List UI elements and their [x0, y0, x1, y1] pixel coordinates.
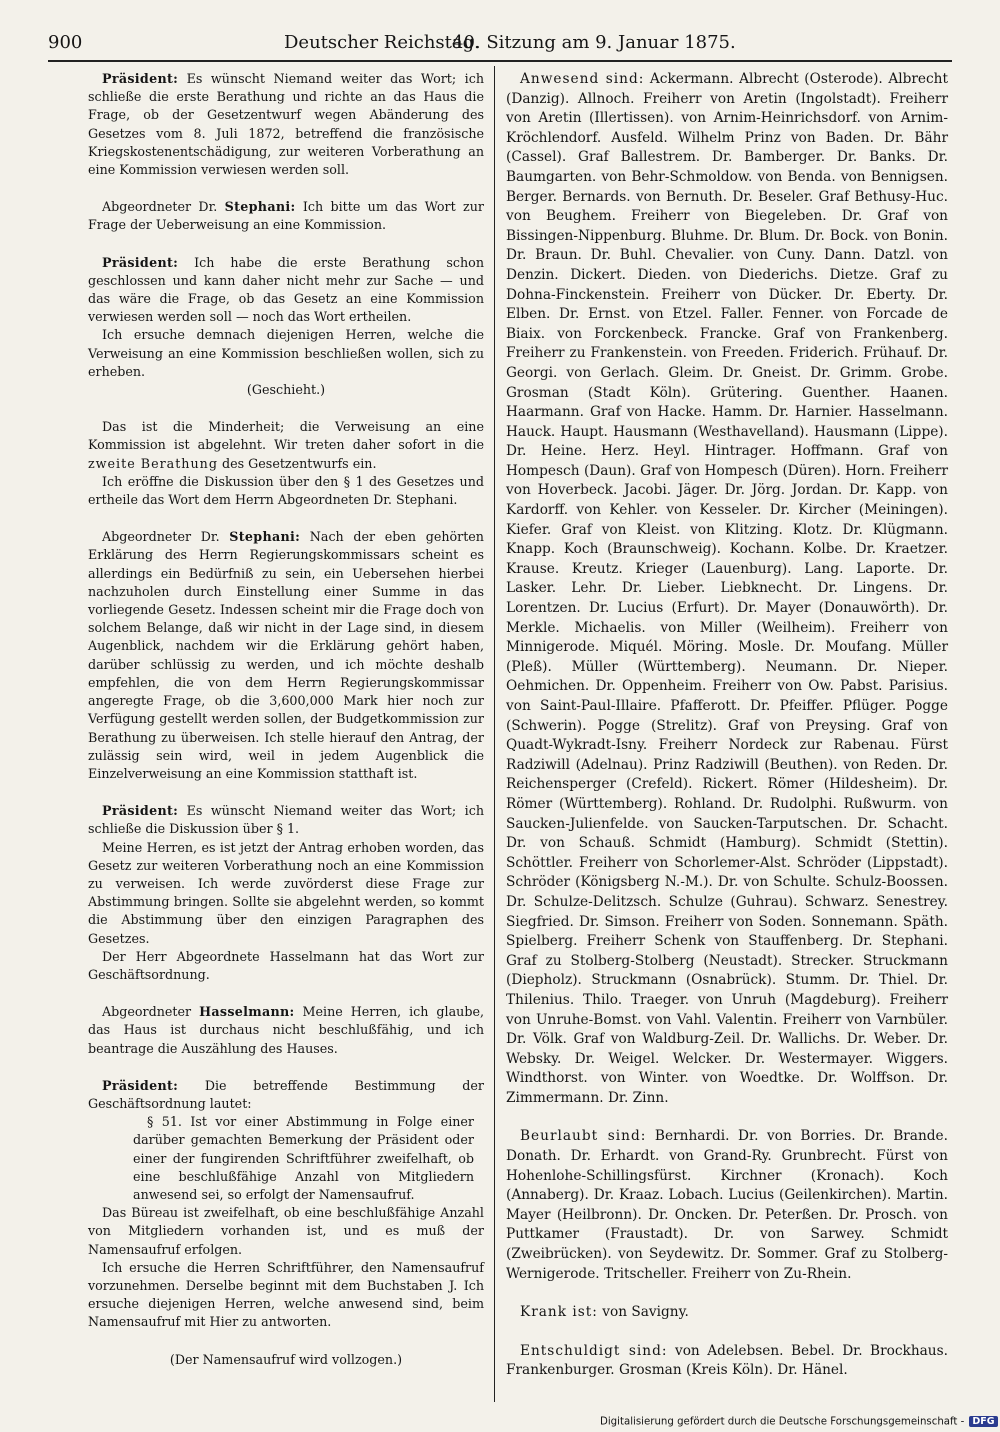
paragraph: Präsident: Ich habe die erste Berathung schon geschlossen und kann daher nicht mehr zur Sache — und das wäre die Frage, ob das Gesetz an eine Kommission verwiesen werden soll — noch das Wort ertheilen.	[88, 254, 484, 325]
right-column	[506, 70, 948, 1381]
paragraph: Das ist die Minderheit; die Verweisung an eine Kommission ist abgelehnt. Wir treten daher sofort in die zweite Berathung des Gesetzentwurfs ein.	[88, 419, 484, 471]
leave-list: Beurlaubt sind: Bernhardi. Dr. von Borries. Dr. Brande. Donath. Dr. Erhardt. von Grand-Ry. Grunbrecht. Fürst von Hohenlohe-Schillingsfürst. Kirchner (Kronach). Koch (Annaberg). Dr. Kraaz. Lobach. Lucius (Geilenkirchen). Martin. Mayer (Heilbronn). Dr. Oncken. Dr. Peterßen. Dr. Prosch. von Puttkamer (Fraustadt). Dr. von Sarwey. Schmidt (Zweibrücken). von Seydewitz. Dr. Sommer. Graf zu Stolberg-Wernigerode. Tritscheller. Freiherr von Zu-Rhein.	[506, 1128, 948, 1282]
paragraph: Ich eröffne die Diskussion über den § 1 des Gesetzes und ertheile das Wort dem Herrn Abgeordneten Dr. Stephani.	[88, 473, 484, 508]
excused-list: Entschuldigt sind: von Adelebsen. Bebel. Dr. Brockhaus. Frankenburger. Grosman (Kreis Köln). Dr. Hänel.	[506, 1342, 948, 1379]
stage-direction: (Geschieht.)	[246, 382, 326, 398]
attendance-list: Anwesend sind: Ackermann. Albrecht (Osterode). Albrecht (Danzig). Allnoch. Freiherr von Aretin (Ingolstadt). Freiherr von Aretin (Illertissen). von Arnim-Heinrichsdorf. von Arnim-Kröchlendorf. Ausfeld. Wilhelm Prinz von Baden. Dr. Bähr (Cassel). Graf Ballestrem. Dr. Bamberger. Dr. Banks. Dr. Baumgarten. von Behr-Schmoldow. von Benda. von Bennigsen. Berger. Bernards. von Bernuth. Dr. Beseler. Graf Bethusy-Huc. von Beughem. Freiherr von Biegeleben. Dr. Graf von Bissingen-Nippenburg. Bluhme. Dr. Blum. Dr. Bock. von Bonin. Dr. Braun. Dr. Buhl. Chevalier. von Cuny. Dann. Datzl. von Denzin. Dickert. Dieden. von Diederichs. Dietze. Graf zu Dohna-Finckenstein. Freiherr von Dücker. Dr. Eberty. Dr. Elben. Dr. Ernst. von Etzel. Faller. Fenner. von Forcade de Biaix. von Forckenbeck. Francke. Graf von Frankenberg. Freiherr zu Frankenstein. von Freeden. Friderich. Frühauf. Dr. Georgi. von Gerlach. Gleim. Dr. Gneist. Dr. Grimm. Grobe. Grosman (Stadt Köln). Grütering. Guenther. Haanen. Haarmann. Graf von Hacke. Hamm. Dr. Harnier. Hasselmann. Hauck. Haupt. Hausmann (Westhavelland). Hausmann (Lippe). Dr. Heine. Herz. Heyl. Hintrager. Hoffmann. Graf von Hompesch (Daun). Graf von Hompesch (Düren). Horn. Freiherr von Hoverbeck. Jacobi. Jäger. Dr. Jörg. Jordan. Dr. Kapp. von Kardorff. von Kehler. von Kesseler. Dr. Kircher (Meiningen). Kiefer. Graf von Kleist. von Klitzing. Klotz. Dr. Klügmann. Knapp. Koch (Braunschweig). Kochann. Kolbe. Dr. Kraetzer. Krause. Kreutz. Krieger (Lauenburg). Lang. Laporte. Dr. Lasker. Lehr. Dr. Lieber. Liebknecht. Dr. Lingens. Dr. Lorentzen. Dr. Lucius (Erfurt). Dr. Mayer (Donauwörth). Dr. Merkle. Michaelis. von Miller (Weilheim). Freiherr von Minnigerode. Miquél. Möring. Mosle. Dr. Moufang. Müller (Pleß). Müller (Württemberg). Neumann. Dr. Nieper. Oehmichen. Dr. Oppenheim. Freiherr von Ow. Pabst. Parisius. von Saint-Paul-Illaire. Pfafferott. Dr. Pfeiffer. Pflüger. Pogge (Schwerin). Pogge (Strelitz). Graf von Preysing. Graf von Quadt-Wykradt-Isny. Freiherr Nordeck zur Rabenau. Fürst Radziwill (Adelnau). Prinz Radziwill (Beuthen). von Reden. Dr. Reichensperger (Crefeld). Rickert. Römer (Hildesheim). Dr. Römer (Württemberg). Rohland. Dr. Rudolphi. Rußwurm. von Saucken-Julienfelde. von Saucken-Tarputschen. Dr. Schacht. Dr. von Schauß. Schmidt (Hamburg). Schmidt (Stettin). Schöttler. Freiherr von Schorlemer-Alst. Schröder (Lippstadt). Schröder (Königsberg N.-M.). Dr. von Schulte. Schulz-Boossen. Dr. Schulze-Delitzsch. Schulze (Guhrau). Schwarz. Senestrey. Siegfried. Dr. Simson. Freiherr von Soden. Sonnemann. Späth. Spielberg. Freiherr Schenk von Stauffenberg. Dr. Stephani. Graf zu Stolberg-Stolberg (Neustadt). Strecker. Struckmann (Diepholz). Struckmann (Osnabrück). Stumm. Dr. Thiel. Dr. Thilenius. Thilo. Traeger. von Unruh (Magdeburg). Freiherr von Unruhe-Bomst. von Vahl. Valentin. Freiherr von Varnbüler. Dr. Völk. Graf von Waldburg-Zeil. Dr. Wallichs. Dr. Weber. Dr. Websky. Dr. Weigel. Welcker. Dr. Westermayer. Wiggers. Windthorst. von Winter. von Woedtke. Dr. Wolffson. Dr. Zimmermann. Dr. Zinn.	[506, 71, 948, 1106]
paragraph: Präsident: Die betreffende Bestimmung der Geschäftsordnung lautet:	[88, 1077, 484, 1111]
stage-direction: (Der Namensaufruf wird vollzogen.)	[169, 1351, 403, 1367]
left-column	[88, 70, 484, 1369]
paragraph: Abgeordneter Hasselmann: Meine Herren, ich glaube, das Haus ist durchaus nicht beschlußfähig, und ich beantrage die Auszählung des Hauses.	[88, 1004, 485, 1056]
paragraph: Der Herr Abgeordnete Hasselmann hat das Wort zur Geschäftsordnung.	[88, 948, 484, 982]
paragraph: Ich ersuche demnach diejenigen Herren, welche die Verweisung an eine Kommission beschließen wollen, sich zu erheben.	[88, 327, 484, 379]
sick-list: Krank ist: von Savigny.	[520, 1304, 689, 1321]
header-rule	[48, 60, 952, 62]
paragraph: Meine Herren, es ist jetzt der Antrag erhoben worden, das Gesetz zur weiteren Vorberathung noch an eine Kommission zu verweisen. Ich werde zuvörderst diese Frage zur Abstimmung bringen. Sollte sie abgelehnt werden, so kommt die Abstimmung über den einzigen Paragraphen des Gesetzes.	[88, 839, 484, 946]
paragraph: Das Büreau ist zweifelhaft, ob eine beschlußfähige Anzahl von Mitgliedern vorhanden ist, und es muß der Namensaufruf erfolgen.	[88, 1205, 484, 1257]
paragraph: Abgeordneter Dr. Stephani: Nach der eben gehörten Erklärung des Herrn Regierungskommissars scheint es allerdings ein Bedürfniß zu sein, ein Uebersehen hierbei nachzuholen durch Einstellung einer Summe in das vorliegende Gesetz. Indessen scheint mir die Frage doch von solchem Belange, daß wir nicht in der Lage sind, in diesem Augenblick, nachdem wir die Erklärung gehört haben, darüber schlüssig zu werden, und ich möchte deshalb empfehlen, die von dem Herrn Regierungskommissar angeregte Frage, ob die 3,600,000 Mark hier noch zur Verfügung gestellt werden sollen, der Budgetkommission zur Berathung zu überweisen. Ich stelle hierauf den Antrag, der zulässig sein wird, weil in jedem Augenblick die Einzelverweisung an eine Kommission statthaft ist.	[88, 529, 484, 781]
page-number: 900	[48, 32, 83, 53]
paragraph: Präsident: Es wünscht Niemand weiter das Wort; ich schließe die erste Berathung und richte an das Haus die Frage, ob der Gesetzentwurf wegen Abänderung des Gesetzes vom 8. Juli 1872, betreffend die französische Kriegskostenentschädigung, zur weiteren Vorberathung an eine Kommission verwiesen werden soll.	[88, 71, 484, 178]
dfg-logo: DFG	[969, 1416, 997, 1427]
paragraph: Abgeordneter Dr. Stephani: Ich bitte um das Wort zur Frage der Ueberweisung an eine Kommission.	[88, 199, 484, 233]
paragraph: Präsident: Es wünscht Niemand weiter das Wort; ich schließe die Diskussion über § 1.	[88, 803, 484, 837]
digitization-credit: Digitalisierung gefördert durch die Deutsche Forschungsgemeinschaft - DFG	[600, 1416, 986, 1430]
quoted-rule: § 51. Ist vor einer Abstimmung in Folge einer darüber gemachten Bemerkung der Präsident oder einer der fungirenden Schriftführer zweifelhaft, ob eine beschlußfähige Anzahl von Mitgliedern anwesend sei, so erfolgt der Namensaufruf.	[133, 1114, 474, 1202]
paragraph: Ich ersuche die Herren Schriftführer, den Namensaufruf vorzunehmen. Derselbe beginnt mit dem Buchstaben J. Ich ersuche diejenigen Herren, welche anwesend sind, beim Namensaufruf mit Hier zu antworten.	[88, 1259, 484, 1330]
column-rule	[494, 66, 495, 1402]
running-title: Deutscher Reichstag.	[284, 32, 480, 53]
session-title: 40. Sitzung am 9. Januar 1875.	[452, 32, 736, 53]
